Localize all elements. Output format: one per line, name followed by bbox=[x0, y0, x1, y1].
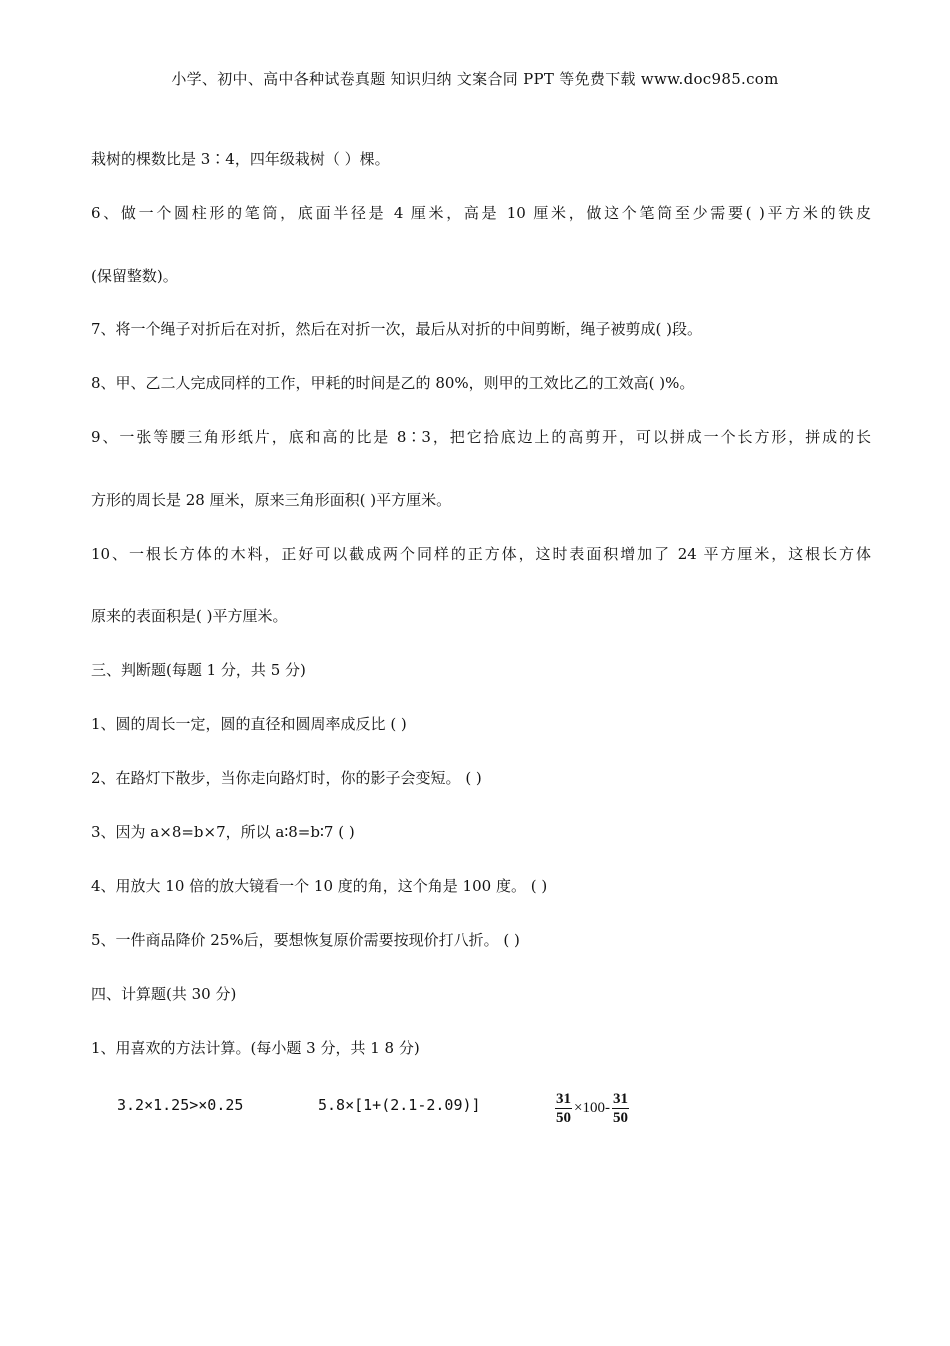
judge-question-5: 5、一件商品降价 25%后，要想恢复原价需要按现价打八折。 ( ) bbox=[91, 931, 520, 949]
judge-question-4: 4、用放大 10 倍的放大镜看一个 10 度的角，这个角是 100 度。 ( ) bbox=[91, 877, 548, 895]
judge-question-3: 3、因为 a×8=b×7，所以 a∶8=b∶7 ( ) bbox=[91, 823, 355, 841]
calc-expression-1: 3.2×1.25>×0.25 bbox=[117, 1096, 244, 1114]
judge-question-2: 2、在路灯下散步，当你走向路灯时，你的影子会变短。 ( ) bbox=[91, 769, 482, 787]
calc-expression-3-operator: ×100- bbox=[574, 1100, 610, 1116]
calc-expression-2: 5.8×[1+(2.1-2.09)] bbox=[318, 1096, 481, 1114]
calc-question-1: 1、用喜欢的方法计算。(每小题 3 分，共 1 8 分) bbox=[91, 1039, 420, 1057]
question-10-continuation: 原来的表面积是( )平方厘米。 bbox=[91, 607, 288, 625]
fraction-1-numerator: 31 bbox=[556, 1091, 571, 1107]
calc-expression-3 bbox=[555, 1090, 629, 1127]
section-3-title: 三、判断题(每题 1 分，共 5 分) bbox=[91, 661, 306, 679]
question-5-continuation: 栽树的棵数比是 3∶4，四年级栽树（ ）棵。 bbox=[91, 150, 390, 168]
fraction-1-denominator: 50 bbox=[556, 1110, 571, 1126]
question-9-continuation: 方形的周长是 28 厘米，原来三角形面积( )平方厘米。 bbox=[91, 491, 452, 509]
question-6: 6、做一个圆柱形的笔筒，底面半径是 4 厘米，高是 10 厘米，做这个笔筒至少需要( )平方米的铁皮 bbox=[91, 204, 871, 222]
question-7: 7、将一个绳子对折后在对折，然后在对折一次，最后从对折的中间剪断，绳子被剪成( )段。 bbox=[91, 320, 703, 338]
question-8: 8、甲、乙二人完成同样的工作，甲耗的时间是乙的 80%，则甲的工效比乙的工效高( )%。 bbox=[91, 374, 695, 392]
fraction-2-denominator: 50 bbox=[612, 1110, 628, 1126]
question-6-continuation: (保留整数)。 bbox=[91, 267, 178, 285]
fraction-2-numerator: 31 bbox=[612, 1091, 628, 1107]
section-4-title: 四、计算题(共 30 分) bbox=[91, 985, 237, 1003]
page-header: 小学、初中、高中各种试卷真题 知识归纳 文案合同 PPT 等免费下载 www.doc985.com bbox=[171, 70, 779, 88]
judge-question-1: 1、圆的周长一定，圆的直径和圆周率成反比 ( ) bbox=[91, 715, 407, 733]
fraction-2 bbox=[612, 1090, 629, 1127]
question-9: 9、一张等腰三角形纸片，底和高的比是 8∶3，把它拾底边上的高剪开，可以拼成一个长方形，拼成的长 bbox=[91, 428, 871, 446]
fraction-1 bbox=[555, 1090, 572, 1127]
question-10: 10、一根长方体的木料，正好可以截成两个同样的正方体，这时表面积增加了 24 平方厘米，这根长方体 bbox=[91, 545, 871, 563]
